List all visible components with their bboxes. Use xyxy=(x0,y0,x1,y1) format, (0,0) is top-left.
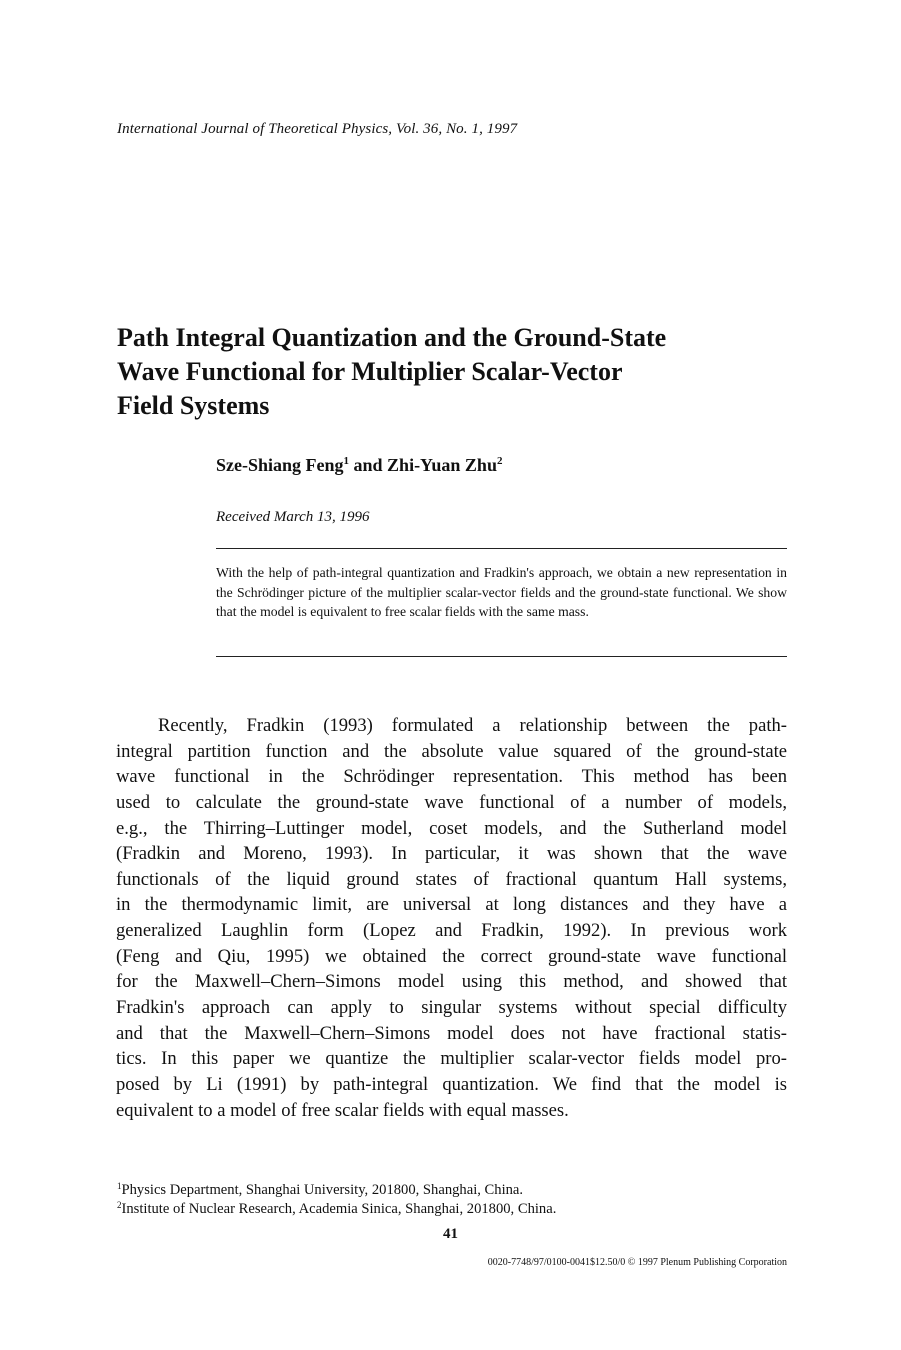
body-line: used to calculate the ground-state wave functional of a number of models, xyxy=(116,791,787,813)
title-line: Path Integral Quantization and the Ground-State xyxy=(117,323,667,352)
paper-title xyxy=(117,321,817,423)
footnote-2 xyxy=(117,1200,556,1219)
footnotes xyxy=(117,1181,556,1218)
body-line: for the Maxwell–Chern–Simons model using this method, and showed that xyxy=(116,971,787,993)
title-line: Wave Functional for Multiplier Scalar-Vector xyxy=(117,357,623,386)
body-line: wave functional in the Schrödinger representation. This method has been xyxy=(116,766,787,788)
footnote-1 xyxy=(117,1181,556,1200)
body-line: in the thermodynamic limit, are universal at long distances and they have a xyxy=(116,894,787,916)
abstract-top-rule xyxy=(216,548,787,549)
body-line: e.g., the Thirring–Luttinger model, coset models, and the Sutherland model xyxy=(116,817,787,839)
author-name: Sze-Shiang Feng xyxy=(216,455,344,475)
body-line: tics. In this paper we quantize the multiplier scalar-vector fields model pro- xyxy=(116,1048,787,1070)
footnote-text: Institute of Nuclear Research, Academia Sinica, Shanghai, 201800, China. xyxy=(121,1200,557,1217)
footnote-mark: 2 xyxy=(117,1199,122,1210)
footnote-mark: 1 xyxy=(117,1181,122,1191)
body-line: (Fradkin and Moreno, 1993). In particular, it was shown that the wave xyxy=(116,843,787,865)
page-number: 41 xyxy=(443,1226,458,1242)
author-list xyxy=(216,455,502,476)
abstract: With the help of path-integral quantization and Fradkin's approach, we obtain a new representation in the Schrödinger picture of the multiplier scalar-vector fields and the ground-state functional. We show that the model is equivalent to free scalar fields with the same mass. xyxy=(216,565,787,620)
body-line: posed by Li (1991) by path-integral quantization. We find that the model is xyxy=(116,1073,787,1095)
body-line: functionals of the liquid ground states of fractional quantum Hall systems, xyxy=(116,868,787,890)
journal-citation: International Journal of Theoretical Physics, Vol. 36, No. 1, 1997 xyxy=(117,121,518,137)
body-line: (Feng and Qiu, 1995) we obtained the correct ground-state wave functional xyxy=(116,945,787,967)
author-name: Zhi-Yuan Zhu xyxy=(387,455,497,475)
author-conjunction: and xyxy=(349,455,388,475)
footnote-text: Physics Department, Shanghai University, 201800, Shanghai, China. xyxy=(121,1182,524,1198)
body-paragraph xyxy=(116,713,787,1123)
body-line: Fradkin's approach can apply to singular systems without special difficulty xyxy=(116,997,787,1019)
footnote-marker: 1 xyxy=(343,455,350,467)
copyright-line: 0020-7748/97/0100-0041$12.50/0 © 1997 Plenum Publishing Corporation xyxy=(487,1257,787,1268)
body-line: Recently, Fradkin (1993) formulated a relationship between the path- xyxy=(158,715,787,736)
footnote-marker: 2 xyxy=(496,455,503,467)
received-date: Received March 13, 1996 xyxy=(216,509,370,525)
abstract-bottom-rule xyxy=(216,656,787,657)
body-line: integral partition function and the absolute value squared of the ground-state xyxy=(116,740,787,762)
title-line: Field Systems xyxy=(117,391,270,420)
body-line: generalized Laughlin form (Lopez and Fradkin, 1992). In previous work xyxy=(116,920,787,942)
body-line: equivalent to a model of free scalar fields with equal masses. xyxy=(116,1099,569,1121)
body-line: and that the Maxwell–Chern–Simons model does not have fractional statis- xyxy=(116,1022,787,1044)
